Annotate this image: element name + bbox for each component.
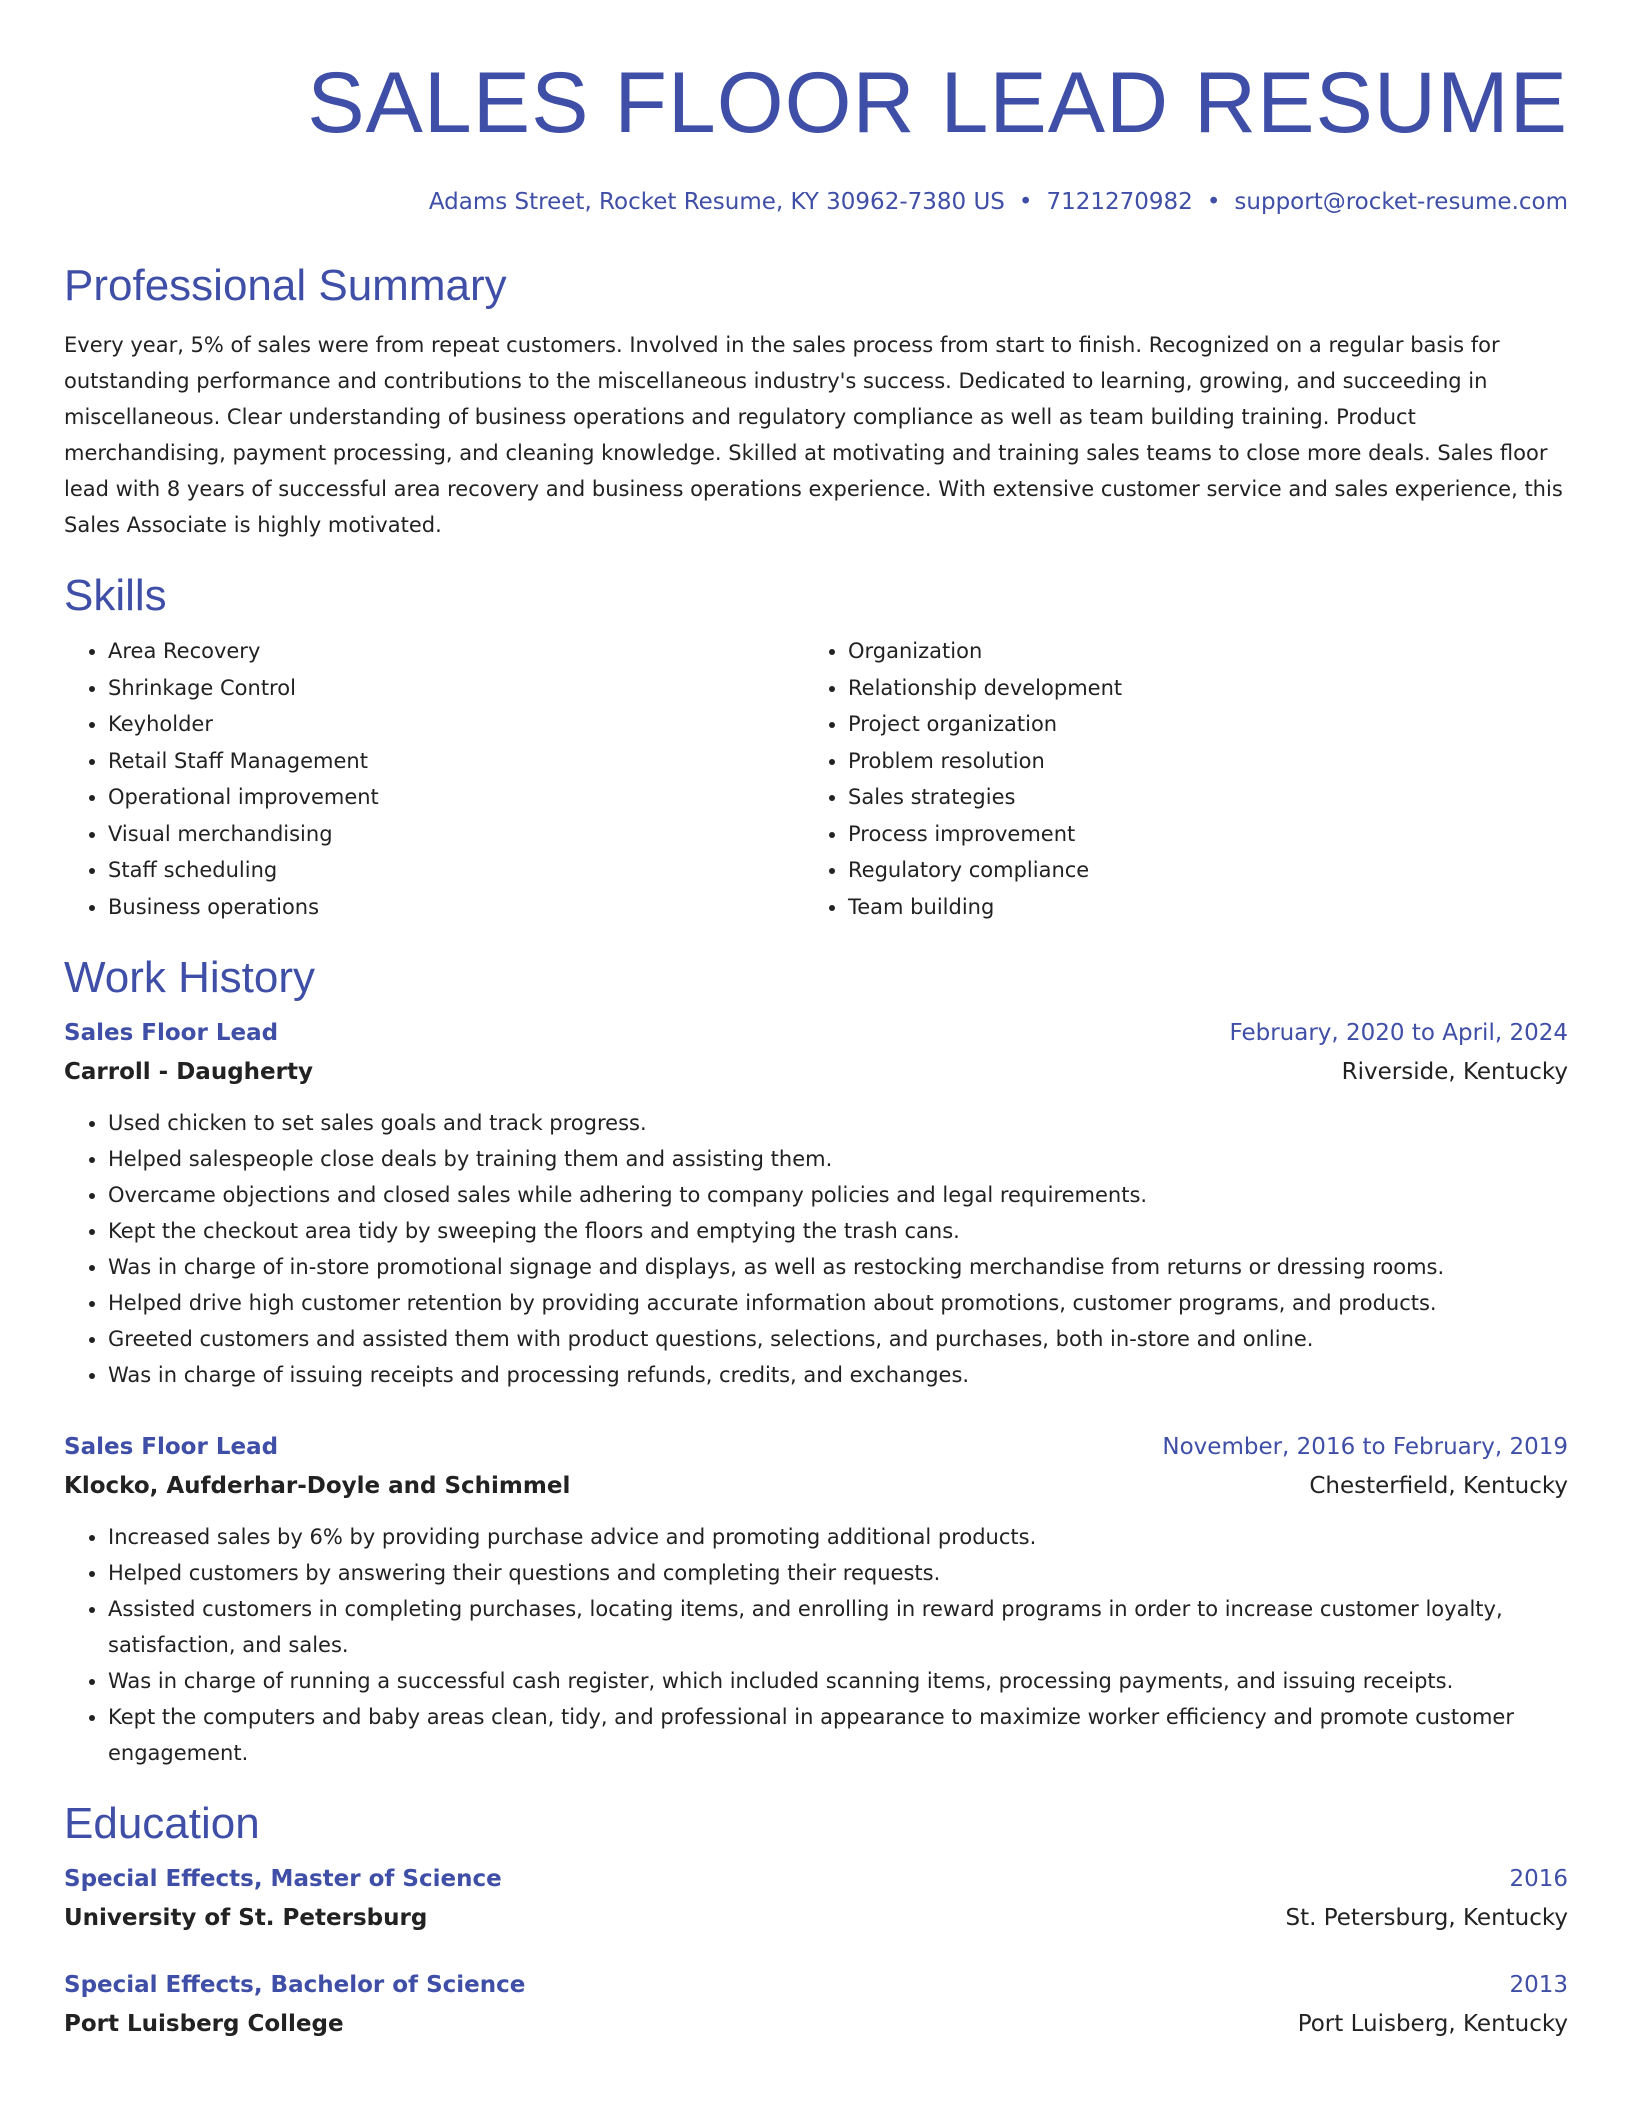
duty-item: • Kept the checkout area tidy by sweeping the floors and emptying the trash cans. [108, 1213, 1568, 1249]
skill-item: • Staff scheduling [108, 852, 804, 889]
job-location: Riverside, Kentucky [1341, 1059, 1568, 1085]
job-duties [64, 1105, 1568, 1393]
job-company: Klocko, Aufderhar-Doyle and Schimmel [64, 1473, 571, 1499]
education-heading: Education [64, 1799, 260, 1848]
education-location: Port Luisberg, Kentucky [1297, 2011, 1568, 2037]
skill-item: • Regulatory compliance [848, 852, 1544, 889]
skill-item: • Relationship development [848, 670, 1544, 707]
skills-list [64, 633, 1568, 925]
education-year: 2013 [1509, 1972, 1568, 1998]
duty-item: • Assisted customers in completing purchases, locating items, and enrolling in reward programs in order to increase customer loyalty, satisfaction, and sales. [108, 1591, 1568, 1663]
education-entry [64, 1967, 1568, 2043]
skill-item: • Shrinkage Control [108, 670, 804, 707]
duty-item: • Helped customers by answering their questions and completing their requests. [108, 1555, 1568, 1591]
skill-item: • Problem resolution [848, 743, 1544, 780]
job-dates: November, 2016 to February, 2019 [1162, 1434, 1568, 1460]
skill-item: • Area Recovery [108, 633, 804, 670]
summary-heading: Professional Summary [64, 261, 507, 310]
contact-line [64, 187, 1568, 217]
education-entry [64, 1861, 1568, 1937]
job-entry [64, 1429, 1568, 1771]
education-school: University of St. Petersburg [64, 1905, 428, 1931]
job-title: Sales Floor Lead [64, 1434, 279, 1460]
contact-separator: • [1018, 189, 1033, 215]
job-duties [64, 1519, 1568, 1771]
skill-item: • Operational improvement [108, 779, 804, 816]
skill-item: • Visual merchandising [108, 816, 804, 853]
education-location: St. Petersburg, Kentucky [1285, 1905, 1568, 1931]
duty-item: • Helped drive high customer retention by providing accurate information about promotions, customer programs, and products. [108, 1285, 1568, 1321]
skills-column-right [804, 633, 1544, 925]
contact-separator: • [1206, 189, 1221, 215]
education-year: 2016 [1509, 1866, 1568, 1892]
resume-title: SALES FLOOR LEAD RESUME [307, 55, 1568, 151]
duty-item: • Greeted customers and assisted them with product questions, selections, and purchases, both in-store and online. [108, 1321, 1568, 1357]
skill-item: • Project organization [848, 706, 1544, 743]
contact-email: support@rocket-resume.com [1234, 189, 1568, 215]
job-title: Sales Floor Lead [64, 1020, 279, 1046]
duty-item: • Was in charge of running a successful cash register, which included scanning items, processing payments, and issuing receipts. [108, 1663, 1568, 1699]
duty-item: • Was in charge of in-store promotional signage and displays, as well as restocking merchandise from returns or dressing rooms. [108, 1249, 1568, 1285]
duty-item: • Used chicken to set sales goals and track progress. [108, 1105, 1568, 1141]
contact-phone: 7121270982 [1046, 189, 1193, 215]
skill-item: • Keyholder [108, 706, 804, 743]
job-location: Chesterfield, Kentucky [1309, 1473, 1568, 1499]
skills-heading: Skills [64, 571, 167, 620]
summary-text: Every year, 5% of sales were from repeat customers. Involved in the sales process from start to finish. Recognized on a regular basis for outstanding performance and contributions to the miscellaneous industry's success. Dedicated to learning, growing, and succeeding in miscellaneous. Clear understanding of business operations and regulatory compliance as well as team building training. Product merchandising, payment processing, and cleaning knowledge. Skilled at motivating and training sales teams to close more deals. Sales floor lead with 8 years of successful area recovery and business operations experience. With extensive customer service and sales experience, this Sales Associate is highly motivated. [64, 333, 1563, 537]
job-dates: February, 2020 to April, 2024 [1229, 1020, 1568, 1046]
skill-item: • Sales strategies [848, 779, 1544, 816]
skill-item: • Retail Staff Management [108, 743, 804, 780]
contact-address: Adams Street, Rocket Resume, KY 30962-7380 US [428, 189, 1005, 215]
duty-item: • Overcame objections and closed sales while adhering to company policies and legal requirements. [108, 1177, 1568, 1213]
duty-item: • Increased sales by 6% by providing purchase advice and promoting additional products. [108, 1519, 1568, 1555]
skill-item: • Business operations [108, 889, 804, 926]
education-school: Port Luisberg College [64, 2011, 344, 2037]
education-degree: Special Effects, Bachelor of Science [64, 1972, 526, 1998]
job-company: Carroll - Daugherty [64, 1059, 313, 1085]
skill-item: • Team building [848, 889, 1544, 926]
duty-item: • Helped salespeople close deals by training them and assisting them. [108, 1141, 1568, 1177]
education-degree: Special Effects, Master of Science [64, 1866, 502, 1892]
skills-column-left [64, 633, 804, 925]
duty-item: • Kept the computers and baby areas clean, tidy, and professional in appearance to maximize worker efficiency and promote customer engagement. [108, 1699, 1568, 1771]
job-entry [64, 1015, 1568, 1393]
duty-item: • Was in charge of issuing receipts and processing refunds, credits, and exchanges. [108, 1357, 1568, 1393]
work-history-heading: Work History [64, 953, 315, 1002]
skill-item: • Process improvement [848, 816, 1544, 853]
skill-item: • Organization [848, 633, 1544, 670]
